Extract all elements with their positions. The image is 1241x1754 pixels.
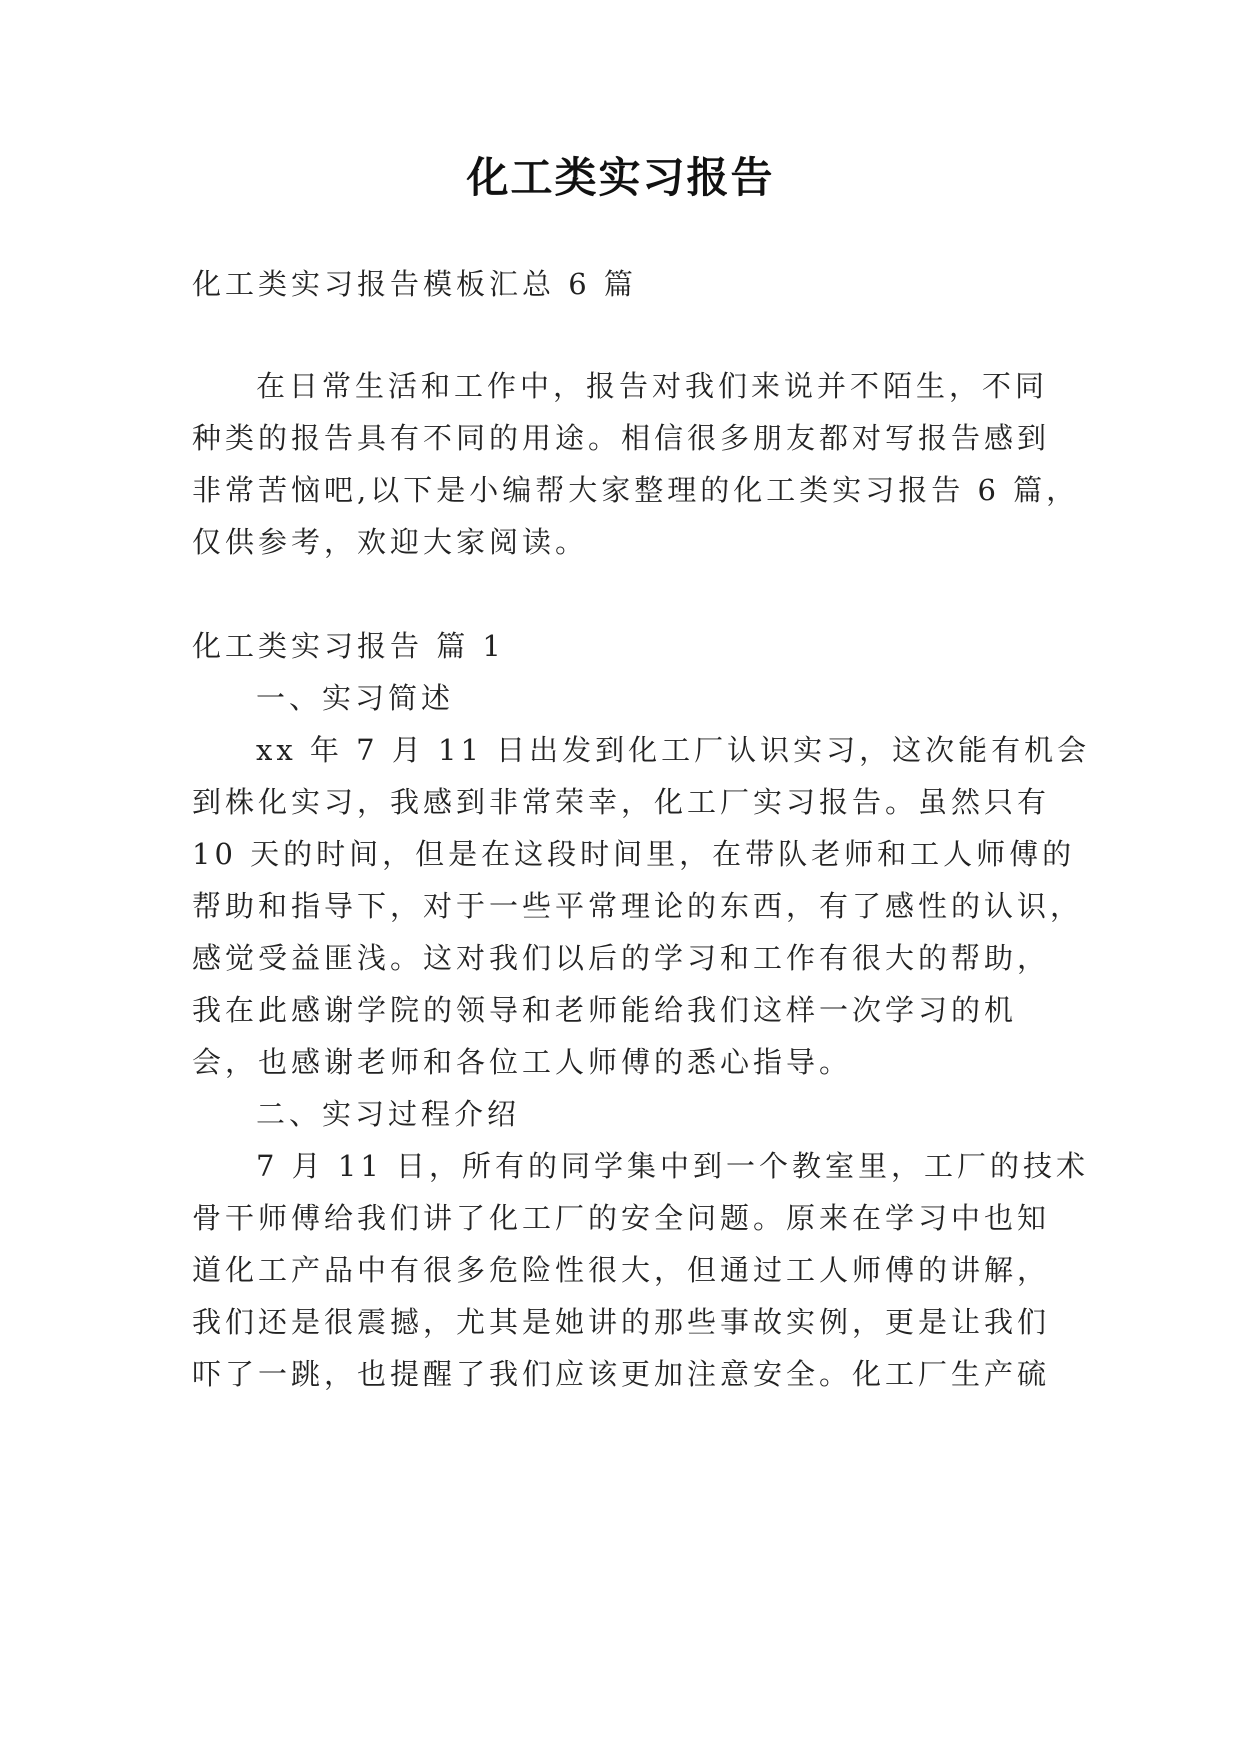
section-heading: 化工类实习报告 篇 1 (192, 629, 505, 663)
part1-line-5: 感觉受益匪浅。这对我们以后的学习和工作有很大的帮助， (192, 941, 1051, 975)
part1-line-6: 我在此感谢学院的领导和老师能给我们这样一次学习的机 (192, 993, 1018, 1027)
part1-line-7: 会，也感谢老师和各位工人师傅的悉心指导。 (192, 1045, 853, 1079)
part1-line-1: xx 年 7 月 11 日出发到化工厂认识实习，这次能有机会 (256, 733, 1091, 767)
part2-line-3: 道化工产品中有很多危险性很大，但通过工人师傅的讲解， (192, 1253, 1051, 1287)
intro-line-1: 在日常生活和工作中，报告对我们来说并不陌生，不同 (256, 369, 1049, 403)
intro-line-3: 非常苦恼吧,以下是小编帮大家整理的化工类实习报告 6 篇， (192, 473, 1080, 507)
part1-line-4: 帮助和指导下，对于一些平常理论的东西，有了感性的认识， (192, 889, 1084, 923)
part1-heading: 一、实习简述 (256, 681, 455, 715)
document-title: 化工类实习报告 (466, 153, 775, 202)
part1-line-2: 到株化实习，我感到非常荣幸，化工厂实习报告。虽然只有 (192, 785, 1051, 819)
part2-line-4: 我们还是很震撼，尤其是她讲的那些事故实例，更是让我们 (192, 1305, 1051, 1339)
part2-line-2: 骨干师傅给我们讲了化工厂的安全问题。原来在学习中也知 (192, 1201, 1051, 1235)
part1-line-3: 10 天的时间，但是在这段时间里，在带队老师和工人师傅的 (192, 837, 1076, 871)
document-subtitle: 化工类实习报告模板汇总 6 篇 (192, 267, 637, 301)
part2-line-5: 吓了一跳，也提醒了我们应该更加注意安全。化工厂生产硫 (192, 1357, 1051, 1391)
intro-line-4: 仅供参考，欢迎大家阅读。 (192, 525, 589, 559)
part2-heading: 二、实习过程介绍 (256, 1097, 521, 1131)
intro-line-2: 种类的报告具有不同的用途。相信很多朋友都对写报告感到 (192, 421, 1051, 455)
part2-line-1: 7 月 11 日，所有的同学集中到一个教室里，工厂的技术 (256, 1149, 1090, 1183)
